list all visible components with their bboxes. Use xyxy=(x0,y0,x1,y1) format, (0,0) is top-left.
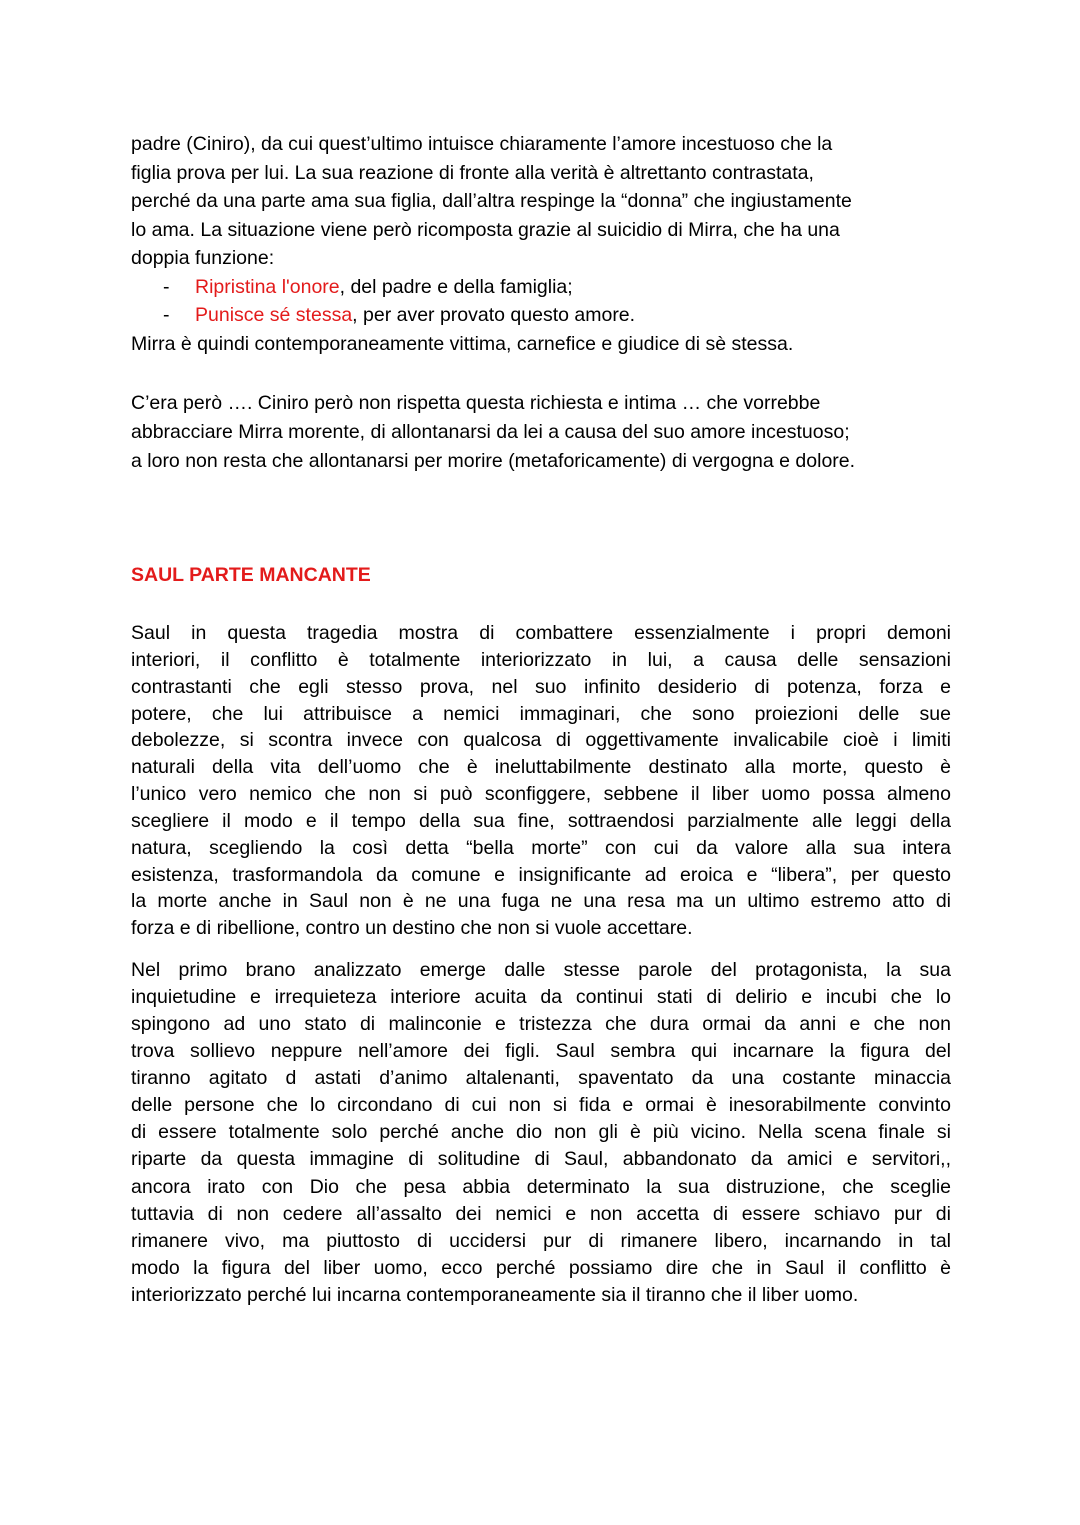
paragraph-line: natura, scegliendo la così detta “bella morte” con cui da valore alla sua intera xyxy=(131,836,951,859)
intro-line: lo ama. La situazione viene però ricomposta grazie al suicidio di Mirra, che ha una xyxy=(131,218,840,241)
intro-closing-line: Mirra è quindi contemporaneamente vittima, carnefice e giudice di sè stessa. xyxy=(131,332,794,355)
paragraph-line: trova sollievo neppure nell’amore dei figli. Saul sembra qui incarnare la figura del xyxy=(131,1040,951,1063)
list-item xyxy=(131,273,951,302)
paragraph-line: naturali della vita dell’uomo che è ineluttabilmente destinato alla morte, questo è xyxy=(131,756,951,779)
paragraph-line: delle persone che lo circondano di cui non si fida e ormai è inesorabilmente convinto xyxy=(131,1094,951,1117)
paragraph-line: ancora irato con Dio che pesa abbia determinato la sua distruzione, che sceglie xyxy=(131,1175,951,1198)
saul-paragraph-1 xyxy=(131,620,951,942)
paragraph-line: la morte anche in Saul non è ne una fuga ne una resa ma un ultimo estremo atto di xyxy=(131,890,951,913)
list-item-text: , del padre e della famiglia; xyxy=(339,275,573,298)
bullet-dash: - xyxy=(163,275,170,298)
intro-line: padre (Ciniro), da cui quest’ultimo intuisce chiaramente l’amore incestuoso che la xyxy=(131,133,833,155)
highlighted-text: Ripristina l'onore xyxy=(195,275,340,298)
paragraph-line: scegliere il modo e il tempo della sua fine, sottraendosi parzialmente alle leggi della xyxy=(131,809,951,832)
intro-line: figlia prova per lui. La sua reazione di fronte alla verità è altrettanto contrastata, xyxy=(131,161,814,184)
paragraph-line: a loro non resta che allontanarsi per morire (metaforicamente) di vergogna e dolore. xyxy=(131,450,856,472)
highlighted-text: Punisce sé stessa xyxy=(195,304,353,326)
bullet-dash: - xyxy=(163,304,170,326)
paragraph-line: potere, che lui attribuisce a nemici immaginari, che sono proiezioni delle sue xyxy=(131,702,951,725)
intro-line: doppia funzione: xyxy=(131,247,275,269)
paragraph-line: Saul in questa tragedia mostra di combattere essenzialmente i propri demoni xyxy=(131,622,951,644)
saul-paragraph-2 xyxy=(131,957,951,1309)
paragraph-line: rimanere vivo, ma piuttosto di uccidersi pur di rimanere libero, incarnando in tal xyxy=(131,1229,951,1252)
paragraph-line: spingono ad uno stato di malinconie e tristezza che dura ormai da anni e che non xyxy=(131,1013,951,1036)
intro-paragraph xyxy=(131,130,951,358)
paragraph-line: interiorizzato perché lui incarna contemporaneamente sia il tiranno che il liber uomo. xyxy=(131,1283,859,1306)
paragraph-line: modo la figura del liber uomo, ecco perché possiamo dire che in Saul il conflitto è xyxy=(131,1256,951,1279)
paragraph-line: di essere totalmente solo perché anche dio non gli è più vicino. Nella scena finale si xyxy=(131,1121,951,1144)
paragraph-line: tuttavia di non cedere all’assalto dei nemici e non accetta di essere schiavo pur di xyxy=(131,1202,951,1225)
ciniro-paragraph xyxy=(131,389,951,476)
list-item-text: , per aver provato questo amore. xyxy=(352,304,636,326)
paragraph-line: l’unico vero nemico che non si può sconfiggere, sebbene il liber uomo possa almeno xyxy=(131,783,951,806)
paragraph-line: Nel primo brano analizzato emerge dalle stesse parole del protagonista, la sua xyxy=(131,959,951,981)
function-list xyxy=(131,273,951,330)
paragraph-line: tiranno agitato d astati d’animo altalenanti, spaventato da una costante minaccia xyxy=(131,1067,951,1090)
intro-line: perché da una parte ama sua figlia, dall’altra respinge la “donna” che ingiustamente xyxy=(131,190,852,212)
list-item xyxy=(131,301,951,330)
paragraph-line: C’era però …. Ciniro però non rispetta questa richiesta e intima … che vorrebbe xyxy=(131,392,821,414)
paragraph-line: esistenza, trasformandola da comune e insignificante ad eroica e “libera”, per questo xyxy=(131,863,951,886)
paragraph-line: debolezze, si scontra invece con qualcosa di oggettivamente invalicabile cioè i limiti xyxy=(131,729,951,752)
section-heading: SAUL PARTE MANCANTE xyxy=(131,564,371,586)
paragraph-line: interiori, il conflitto è totalmente interiorizzato in lui, a causa delle sensazioni xyxy=(131,648,951,671)
paragraph-line: inquietudine e irrequieteza interiore acuita da continui stati di delirio e incubi che lo xyxy=(131,986,951,1009)
paragraph-line: contrastanti che egli stesso prova, nel suo infinito desiderio di potenza, forza e xyxy=(131,675,951,698)
paragraph-line: riparte da questa immagine di solitudine di Saul, abbandonato da amici e servitori,, xyxy=(131,1148,951,1171)
paragraph-line: abbracciare Mirra morente, di allontanarsi da lei a causa del suo amore incestuoso; xyxy=(131,421,850,443)
paragraph-line: forza e di ribellione, contro un destino che non si vuole accettare. xyxy=(131,917,693,940)
